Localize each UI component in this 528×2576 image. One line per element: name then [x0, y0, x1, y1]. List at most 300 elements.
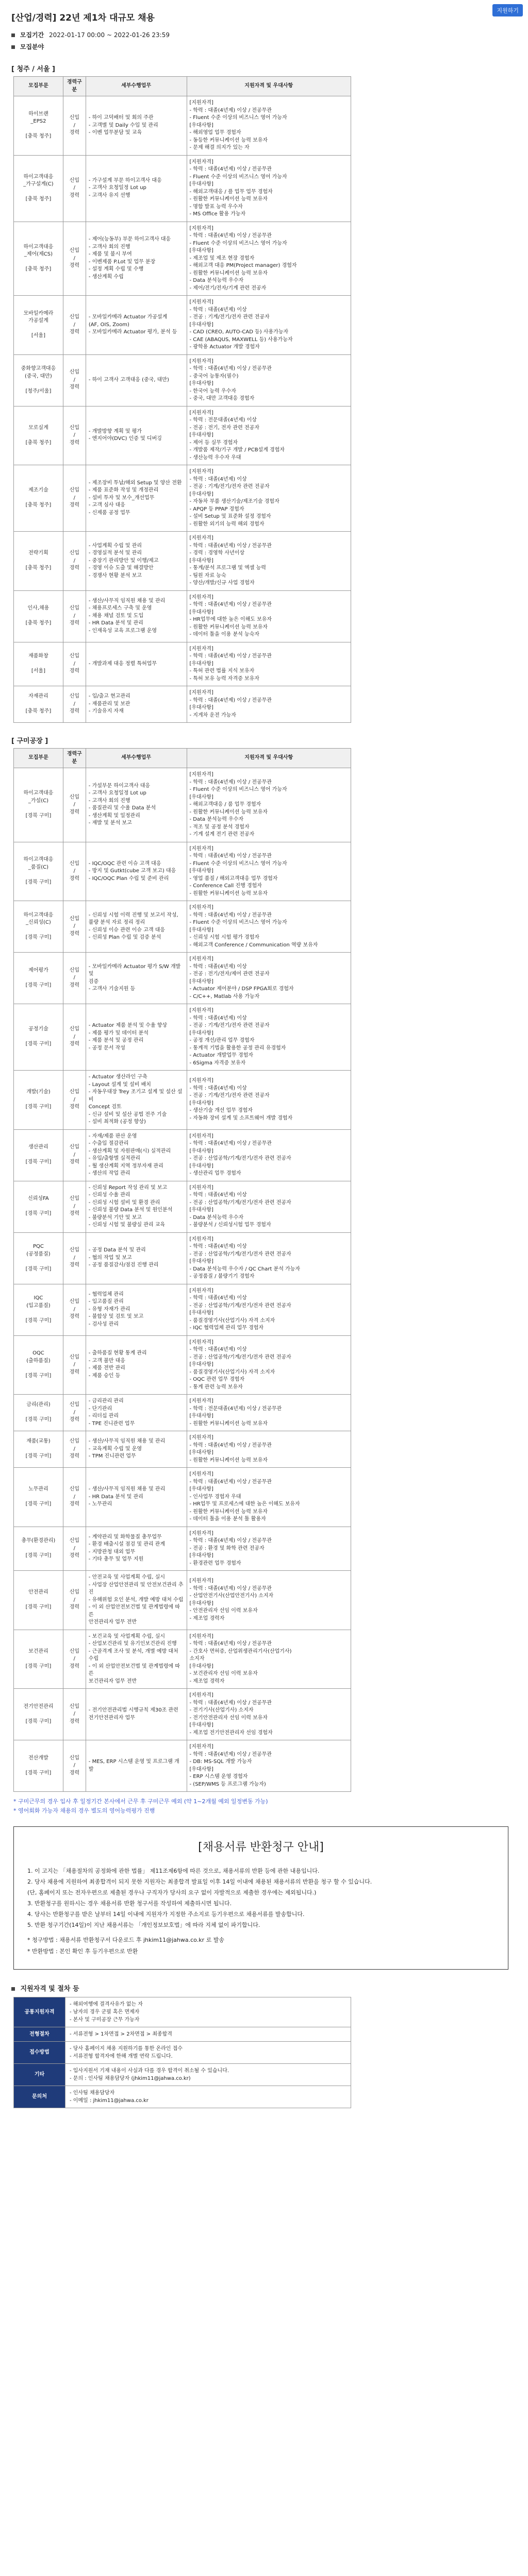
cell-line: - 해외고객 대응 PM(Project manager) 경험자 [189, 263, 297, 268]
cell-dept [14, 686, 63, 723]
cell-line: [지원자격] [189, 594, 213, 600]
cell-line: - 가구설계 부문 하이고객사 대응 [88, 177, 162, 183]
table-row [14, 1395, 351, 1431]
cell-line: [청주/서울] [25, 388, 52, 394]
cell-line: - 제품 표준화 작성 및 개정관리 [88, 487, 159, 494]
cell-line: 신입 [69, 1589, 79, 1595]
cell-line: / [73, 1597, 76, 1603]
cell-line [16, 126, 60, 133]
cell-line: - 고객사 유지 선행 [88, 192, 130, 198]
cell-line: - 학력 : 대졸(4년제) 이상 [189, 307, 247, 313]
cell-line: 경력 [69, 809, 79, 815]
cell-line: [지원자격] [189, 100, 213, 106]
cell-line: 신입 [69, 550, 79, 556]
cell-line: - 고객 불만 대응 [88, 1358, 125, 1364]
cell-line [16, 1655, 60, 1663]
cell-line: - 원활한 커뮤니케이션 능력 보유자 [189, 1509, 268, 1515]
cell-line: - 자재/제품 판산 운영 [88, 1133, 137, 1139]
cell-dept [14, 1232, 63, 1284]
cell-line: - 제품 전반 관리 [88, 1365, 125, 1371]
cell-line: [경북 구미] [25, 1770, 52, 1776]
cell-line: - Data 분석능력 우수자 [189, 278, 244, 283]
cell-line: IQC [34, 1295, 43, 1301]
cell-dept [14, 1181, 63, 1232]
cell-line: - 개발방향 계획 및 평가 [88, 428, 142, 434]
cell-line: - 생산관리 업무 경험자 [189, 1171, 241, 1176]
cell-line: [지원자격] [189, 1578, 213, 1584]
cell-line: (AF, OIS, Zoom) [88, 321, 129, 328]
cell-line: - 협력업체 관리 [88, 1291, 124, 1297]
cell-line: - 동등한 커뮤니케이션 능력 보유자 [189, 137, 268, 143]
cell-line: 경력 [69, 875, 79, 882]
cell-line: - 제조업 경력자 [189, 1678, 225, 1684]
howto-table [13, 1997, 351, 2108]
apply-button[interactable]: 지원하기 [492, 4, 523, 16]
cell-line: 신입 [69, 794, 79, 800]
notice-paragraph: 4. 당사는 반환청구를 받은 날부터 14일 이내에 지원자가 지정한 주소지로 등기우편으로 채용서류를 발송합니다. [27, 1911, 305, 1918]
cell-line: - 자동차 부품 생산기술/제조기술 경험자 [189, 499, 279, 504]
cell-dept [14, 1004, 63, 1071]
cell-line: - 팀원 자료 능숙 [189, 572, 226, 579]
cell-line: [경북 구미] [25, 1553, 52, 1558]
cell-line: - IQC 협력업체 관리 업무 경험자 [189, 1325, 264, 1331]
cell-career [63, 1335, 86, 1395]
notice-sub: * 반환방법 : 본인 확인 후 등기우편으로 반환 [27, 1947, 138, 1955]
table-row [14, 1630, 351, 1689]
cell-line: 소지자 [189, 1656, 205, 1662]
cell-line: [우대사항] [189, 1766, 213, 1772]
cell-line: [우대사항] [189, 321, 213, 328]
cell-line: [지원자격] [189, 159, 213, 165]
cell-line: [우대사항] [189, 1310, 213, 1316]
cell-line: 신입 [69, 1026, 79, 1032]
cell-career [63, 1740, 86, 1792]
cell-line: 경력 [69, 982, 79, 988]
cell-line: 제어평가 [28, 967, 48, 973]
cell-line: [우대사항] [189, 381, 213, 386]
cell-line: - 전공 : 산업공학/기계/전기/전자 관련 전공자 [189, 1302, 291, 1309]
cell-dept [14, 532, 63, 591]
cell-duties [86, 953, 187, 1004]
cell-quals [187, 1571, 351, 1630]
cell-line: 중화향고객대응 [21, 366, 56, 371]
cell-line: - 리더십 관리 [88, 1413, 119, 1419]
cell-line: - 학력 : 대졸(4년제) 이상 / 전공무관 [189, 779, 272, 785]
cell-line: - 학력 : 대졸(4년제) 이상 / 전공무관 [189, 543, 272, 549]
cell-line: / [73, 495, 76, 501]
cell-line: [지원자격] [189, 845, 213, 852]
cell-line: [지원자격] [189, 1530, 213, 1536]
cell-line: _EPS2 [30, 118, 46, 125]
cell-line: - 학력 : 대졸(4년제) 이상 / 전공무관 [189, 1585, 272, 1591]
cell-career [63, 532, 86, 591]
cell-line: 신입 [69, 1486, 79, 1492]
table-row [14, 354, 351, 406]
cell-quals [187, 1431, 351, 1468]
cell-line: - 서류전형 합격자에 한해 개별 연락 드립니다. [70, 2053, 173, 2059]
cell-line: - 불합상 및 검토 및 보고 [88, 1314, 144, 1320]
cell-line: 신입 [69, 860, 79, 867]
cell-line: / [73, 1446, 76, 1452]
cell-line: [우대사항] [189, 1450, 213, 1455]
howto-value [65, 2086, 351, 2108]
table-header-row [14, 749, 351, 768]
cell-line: - 학력 : 대졸(4년제) 이상 / 전공무관 [189, 1641, 272, 1647]
cell-duties [86, 1395, 187, 1431]
cell-line: - 생산의 작업 관리 [88, 1171, 130, 1176]
cell-quals [187, 1468, 351, 1527]
cell-dept [14, 1468, 63, 1527]
cell-line: - Actuator 제어분야 / DSP FPGA회로 경험자 [189, 986, 294, 992]
cell-line: [우대사항] [189, 868, 213, 874]
cell-line: - 노무관리 [88, 1501, 112, 1507]
cell-line: 경력 [69, 1770, 79, 1776]
cell-career [63, 1395, 86, 1431]
table-header-row [14, 77, 351, 96]
cell-line: - 전공 : 기계/전기/전자 관련 전공자 [189, 314, 270, 320]
table-row [14, 953, 351, 1004]
cell-line: [경북 구미] [25, 1266, 52, 1272]
cell-line: 하이브랜 [28, 111, 48, 117]
cell-line: (공정품질) [26, 1251, 51, 1257]
cell-line: / [73, 1255, 76, 1261]
cell-dept [14, 1689, 63, 1740]
cell-line: - 품질경영기사(산업기사) 자격 소지자 [189, 1317, 275, 1324]
cell-line: - 제조업 및 제조 현장 경험자 [189, 255, 255, 261]
table-row [14, 1527, 351, 1571]
cell-line: - 전공 : 기계/전기/전자 관련 전공자 [189, 1093, 270, 1099]
cell-line [16, 701, 60, 708]
cell-career [63, 842, 86, 901]
cell-duties [86, 590, 187, 642]
cell-line: [충북 청주] [25, 439, 52, 446]
cell-line: - 학력 : 대졸(4년제) 이상 / 전공무관 [189, 602, 272, 607]
cell-line: 경력 [69, 708, 79, 715]
cell-line: - 고객 심사 대응 [88, 502, 125, 509]
cell-line: 경력 [69, 1553, 79, 1558]
cell-line: - HR Data 분석 및 관리 [88, 1494, 143, 1500]
cell-line: [경북 구미] [25, 935, 52, 940]
cell-quals [187, 1395, 351, 1431]
cell-line: - 재발 및 분석 보고 [88, 820, 132, 826]
cell-line: - 학력 : 대졸(4년제) 이상 / 전공무관 [189, 853, 272, 859]
cell-line: - 전공 : 산업공학/기계/전기/전자 관련 전공자 [189, 1156, 291, 1161]
cell-line: 신입 [69, 487, 79, 494]
cell-line: [지원자격] [189, 1133, 213, 1139]
cell-line: 경력 [69, 668, 79, 674]
table-row [14, 1689, 351, 1740]
cell-line: (중국, 대만) [25, 373, 52, 379]
cell-line: - 신제품 공정 업무 [88, 510, 130, 516]
cell-line: - 유해위험 요인 분석, 개발 예방 대처 수립 [88, 1597, 184, 1603]
cell-line [16, 557, 60, 565]
cell-line: - 신뢰성 시험 및 불량실 관리 교육 [88, 1222, 166, 1228]
cell-line [16, 1033, 60, 1041]
cell-line: 하이고객대응 [23, 244, 54, 250]
cell-line: - 모바일카메라 Actuator 가공설계 [88, 314, 168, 320]
cell-line: [지원자격] [189, 225, 213, 231]
cell-line: / [73, 1033, 76, 1040]
cell-line: 경력 [69, 1453, 79, 1460]
table-row [14, 406, 351, 465]
cell-line: [충북 청주] [25, 708, 52, 715]
cell-dept [14, 1335, 63, 1395]
cell-line: - 전기안전관리법 시행규칙 제30조 관련 [88, 1707, 178, 1713]
cell-line: [지원자격] [189, 1692, 213, 1698]
cell-line: - 생산/사무직 임직원 채용 및 관리 [88, 1486, 166, 1492]
cell-line: - 전공 : 환경 및 화학 관련 전공자 [189, 1545, 265, 1551]
cell-line: - Data 분석능력 우수자 [189, 1214, 244, 1221]
cell-line: - 안전관리자 선임 이력 보유자 [189, 1608, 258, 1614]
cell-duties [86, 1129, 187, 1181]
cell-duties [86, 901, 187, 953]
table-row [14, 96, 351, 156]
cell-line: 자재관리 [28, 693, 48, 700]
cell-line [16, 1762, 60, 1770]
howto-title [11, 1983, 517, 1993]
cell-line: - Data 분석능력 우수자 [189, 817, 244, 822]
cell-line: / [73, 1494, 76, 1500]
cell-line: [경북 구미] [25, 1663, 52, 1669]
cell-duties [86, 406, 187, 465]
cell-line: 전략기획 [28, 550, 48, 556]
cell-line: - Fluent 수준 이상의 비즈니스 영어 가능자 [189, 920, 287, 925]
cell-line: [경북 구미] [25, 1159, 52, 1165]
cell-line: - Fluent 수준 이상의 비즈니스 영어 가능자 [189, 174, 287, 180]
cell-line: 경력 [69, 192, 79, 198]
cell-career [63, 1129, 86, 1181]
cell-line: - MS Office 활용 가능자 [189, 211, 246, 217]
cell-line: - 제조업 경력자 [189, 1615, 225, 1621]
cell-line: 신입 [69, 1247, 79, 1253]
cell-line: - 설정 계획 수립 및 수행 [88, 266, 144, 273]
cell-line: - 고객별 및 Daily 수입 및 관리 [88, 122, 158, 128]
cell-duties [86, 96, 187, 156]
cell-line: - 간호사 면허증, 산업위생관리기사(산업기사) [189, 1648, 292, 1654]
cell-line: [경북 구미] [25, 1317, 52, 1324]
table-row [14, 1740, 351, 1792]
cell-line: 경력 [69, 1314, 79, 1320]
cell-line: - 하이 고덕배터 및 회의 주관 [88, 115, 154, 121]
howto-row [14, 2063, 351, 2086]
notice-paragraph: 2. 당사 채용에 지원하여 최종합격이 되지 못한 지원자는 최종합격 발표일 이후 14일 이내에 채용된 채용서류의 반환을 청구 할 수 있습니다. [27, 1878, 372, 1886]
cell-line: [지원자격] [189, 410, 213, 416]
cell-line: - 당사 홈페이지 채용 지원하기를 통한 온라인 접수 [70, 2045, 183, 2052]
cell-line: / [73, 868, 76, 874]
cell-career [63, 590, 86, 642]
cell-line: [경북 구미] [25, 812, 52, 819]
cell-career [63, 1630, 86, 1689]
cell-line: - 학력 : 대졸(4년제) 이상 / 전공무관 [189, 107, 272, 113]
cell-line: [경북 구미] [25, 1453, 52, 1460]
cell-line: [경북 구미] [25, 1718, 52, 1724]
notice-paragraph: 3. 반환청구를 원하시는 경우 채용서류 반환 청구서를 작성하여 제출하시면 됩니다. [27, 1900, 232, 1907]
cell-line: - 설비 투자 및 보수_개선업무 [88, 495, 155, 501]
howto-title-text: 지원자격 및 절차 등 [20, 1985, 79, 1993]
cell-line: - 신뢰성 이슈 관련 이슈 고객 대응 [88, 927, 166, 933]
cell-line: 신입 [69, 653, 79, 659]
cell-line: - (SEP/WMS 등 프로그램 가능자) [189, 1781, 266, 1787]
cell-line: - 명함 발표 능력 우수자 [189, 204, 243, 210]
cell-dept [14, 901, 63, 953]
cell-line: [지원자격] [189, 690, 213, 696]
cell-line: 신입 [69, 115, 79, 121]
cell-line: - Fluent 수준 이상의 비즈니스 영어 가능자 [189, 115, 287, 121]
cell-line: - 유형 자재가 관리 [88, 1306, 130, 1312]
cell-line: [우대사항] [189, 978, 213, 985]
cell-line [16, 974, 60, 982]
cell-line: - 방지 및 Gutkt(cube 고객 보고) 대응 [88, 868, 176, 874]
cell-line: - 영업 품질 / 해외고객대응 업무 경험자 [189, 875, 278, 882]
cell-dept [14, 222, 63, 296]
cell-line [16, 432, 60, 439]
cell-line: - Actuator 생산라인 구축 [88, 1074, 147, 1080]
table-row [14, 532, 351, 591]
cell-line: - 입고품질 관리 [88, 1299, 124, 1305]
cell-line: - 6Sigma 자격증 보유자 [189, 1060, 246, 1066]
cell-line: - 해외영업 업무 경험자 [189, 130, 241, 135]
cell-line: 신입 [69, 425, 79, 431]
cell-line: 신입 [69, 1196, 79, 1202]
cell-line: - 설비 Setup 및 표준화 설정 경험자 [189, 514, 271, 519]
table-row [14, 1181, 351, 1232]
cell-line: - 신뢰성 Report 작성 관리 및 보고 [88, 1184, 168, 1191]
cell-line: 경력 [69, 1104, 79, 1110]
cell-line: - 공정 문서 작성 [88, 1045, 125, 1051]
cell-line: 신입 [69, 1703, 79, 1709]
cell-line: - 본사 및 구미공장 근무 가능자 [70, 2016, 140, 2023]
cell-line: - 학력 : 대졸(4년제) 이상 / 전공무관 [189, 1538, 272, 1544]
cell-quals [187, 1740, 351, 1792]
cell-line: - 서류전형 > 1차면접 > 2차면접 > 최종합격 [70, 2031, 172, 2037]
cell-duties [86, 1689, 187, 1740]
howto-key: 기타 [14, 2063, 65, 2086]
cell-duties [86, 155, 187, 222]
cell-duties [86, 1527, 187, 1571]
cell-line: [우대사항] [189, 660, 213, 667]
cell-line: - 제품 분석 및 공정 관리 [88, 1038, 144, 1043]
cell-line: - 원활한 커뮤니케이션 능력 보유자 [189, 624, 268, 630]
cell-line: - 보건관리자 선임 이력 보유자 [189, 1671, 258, 1676]
cell-line [16, 1710, 60, 1718]
cell-dept [14, 406, 63, 465]
cell-line: [지원자격] [189, 1184, 213, 1191]
cell-line: - DB: MS-SQL 개발 가능자 [189, 1759, 252, 1765]
cell-line: - 신뢰성 시험 시험 평가 경험자 [189, 935, 259, 940]
cell-duties [86, 768, 187, 842]
howto-key: 접수방법 [14, 2041, 65, 2063]
cell-line: - 경영실적 분석 및 관리 [88, 550, 142, 556]
cell-line [16, 259, 60, 266]
cell-line: [우대사항] [189, 927, 213, 933]
table-row [14, 1071, 351, 1130]
howto-row [14, 2041, 351, 2063]
cell-line: - 학력 : 대졸(4년제) 이상 [189, 1295, 247, 1301]
cell-line: - 고객사 회의 진행 [88, 244, 130, 250]
cell-line: [경북 구미] [25, 879, 52, 885]
cell-line: - 자동화 장비 설계 및 소프트웨어 개발 경험자 [189, 1115, 293, 1121]
cell-line: 제조기술 [28, 487, 48, 494]
cell-line: - 제품 평가 및 데이터 분석 [88, 1030, 148, 1036]
table-row [14, 222, 351, 296]
cell-line: (입고품질) [26, 1302, 51, 1309]
section-title-gumi: [ 구미공장 ] [11, 737, 48, 745]
cell-line: - 공정 Data 분석 및 관리 [88, 1247, 146, 1253]
page-title: [산업/경력] 22년 제1차 대규모 채용 [11, 13, 155, 23]
cell-quals [187, 1004, 351, 1071]
cell-line: - 원활한 커뮤니케이션 능력 보유자 [189, 196, 268, 202]
cell-line: 하이고객대응 [23, 912, 54, 918]
cell-duties [86, 1468, 187, 1527]
cell-line: [지원자격] [189, 956, 213, 962]
cell-career [63, 1232, 86, 1284]
cell-line [16, 1258, 60, 1266]
cell-line: 하이고객대응 [23, 857, 54, 863]
bullet-icon [11, 1987, 15, 1991]
cell-career [63, 642, 86, 686]
cell-dept [14, 155, 63, 222]
cell-line: [경북 구미] [25, 1417, 52, 1423]
cell-line: [우대사항] [189, 248, 213, 253]
cell-line: - 산업보건관리 및 유기인보건관리 진행 [88, 1641, 177, 1647]
table-row [14, 642, 351, 686]
cell-line: [우대사항] [189, 1722, 213, 1728]
cell-line: [경북 구미] [25, 1041, 52, 1047]
cell-line: _품질(C) [28, 864, 48, 870]
cell-career [63, 406, 86, 465]
cell-line [16, 927, 60, 935]
table-row [14, 1571, 351, 1630]
cell-line [16, 1310, 60, 1317]
cell-duties [86, 642, 187, 686]
cell-line: [우대사항] [189, 794, 213, 800]
cell-line: - 학력 : 대졸(4년제) 이상 / 전공무관 [189, 697, 272, 703]
cell-line: - 남자의 경우 군필 혹은 면제자 [70, 2009, 140, 2015]
cell-line: 경력 [69, 1417, 79, 1423]
cell-quals [187, 1181, 351, 1232]
cell-line: / [73, 660, 76, 667]
cell-line: 가공설계 [28, 318, 48, 324]
cell-line: [우대사항] [189, 1600, 213, 1606]
cell-line: - 학력 : 대졸(4년제) 이상 / 전공무관 [189, 1141, 272, 1146]
cell-line: - 단기관리 [88, 1405, 112, 1412]
cell-line: [서울] [31, 668, 45, 674]
header-dept: 모집부문 [14, 77, 63, 96]
cell-line: - 제조장비 투납/해외 Setup 및 양산 전환 [88, 480, 182, 486]
table-row [14, 155, 351, 222]
cell-career [63, 1004, 86, 1071]
cell-line: [충북 청주] [25, 266, 52, 273]
cell-line: 신입 [69, 1299, 79, 1305]
notice-paragraph: (단, 홈페이지 또는 전자우편으로 제출된 경우나 구직자가 당사의 요구 없이 자발적으로 제출한 경우에는 제외됩니다.) [27, 1889, 317, 1896]
cell-duties [86, 1071, 187, 1130]
cell-quals [187, 1129, 351, 1181]
cell-line: [지원자격] [189, 772, 213, 777]
cell-line [16, 325, 60, 333]
howto-value [65, 2027, 351, 2041]
section-title-cheongju: [ 청주 / 서울 ] [11, 65, 55, 73]
table-row [14, 1468, 351, 1527]
cell-line: - 학력 : 대졸(4년제) 이상 [189, 476, 247, 482]
document-return-notice [13, 1826, 508, 1969]
cell-quals [187, 155, 351, 222]
period-row [11, 30, 517, 39]
cell-dept [14, 96, 63, 156]
cell-line [16, 1203, 60, 1211]
cell-line: [지원자격] [189, 1339, 213, 1345]
cell-line: - 문의 : 인사팀 채용담당자 (jhkim11@jahwa.co.kr) [70, 2075, 191, 2081]
howto-value [65, 1997, 351, 2027]
